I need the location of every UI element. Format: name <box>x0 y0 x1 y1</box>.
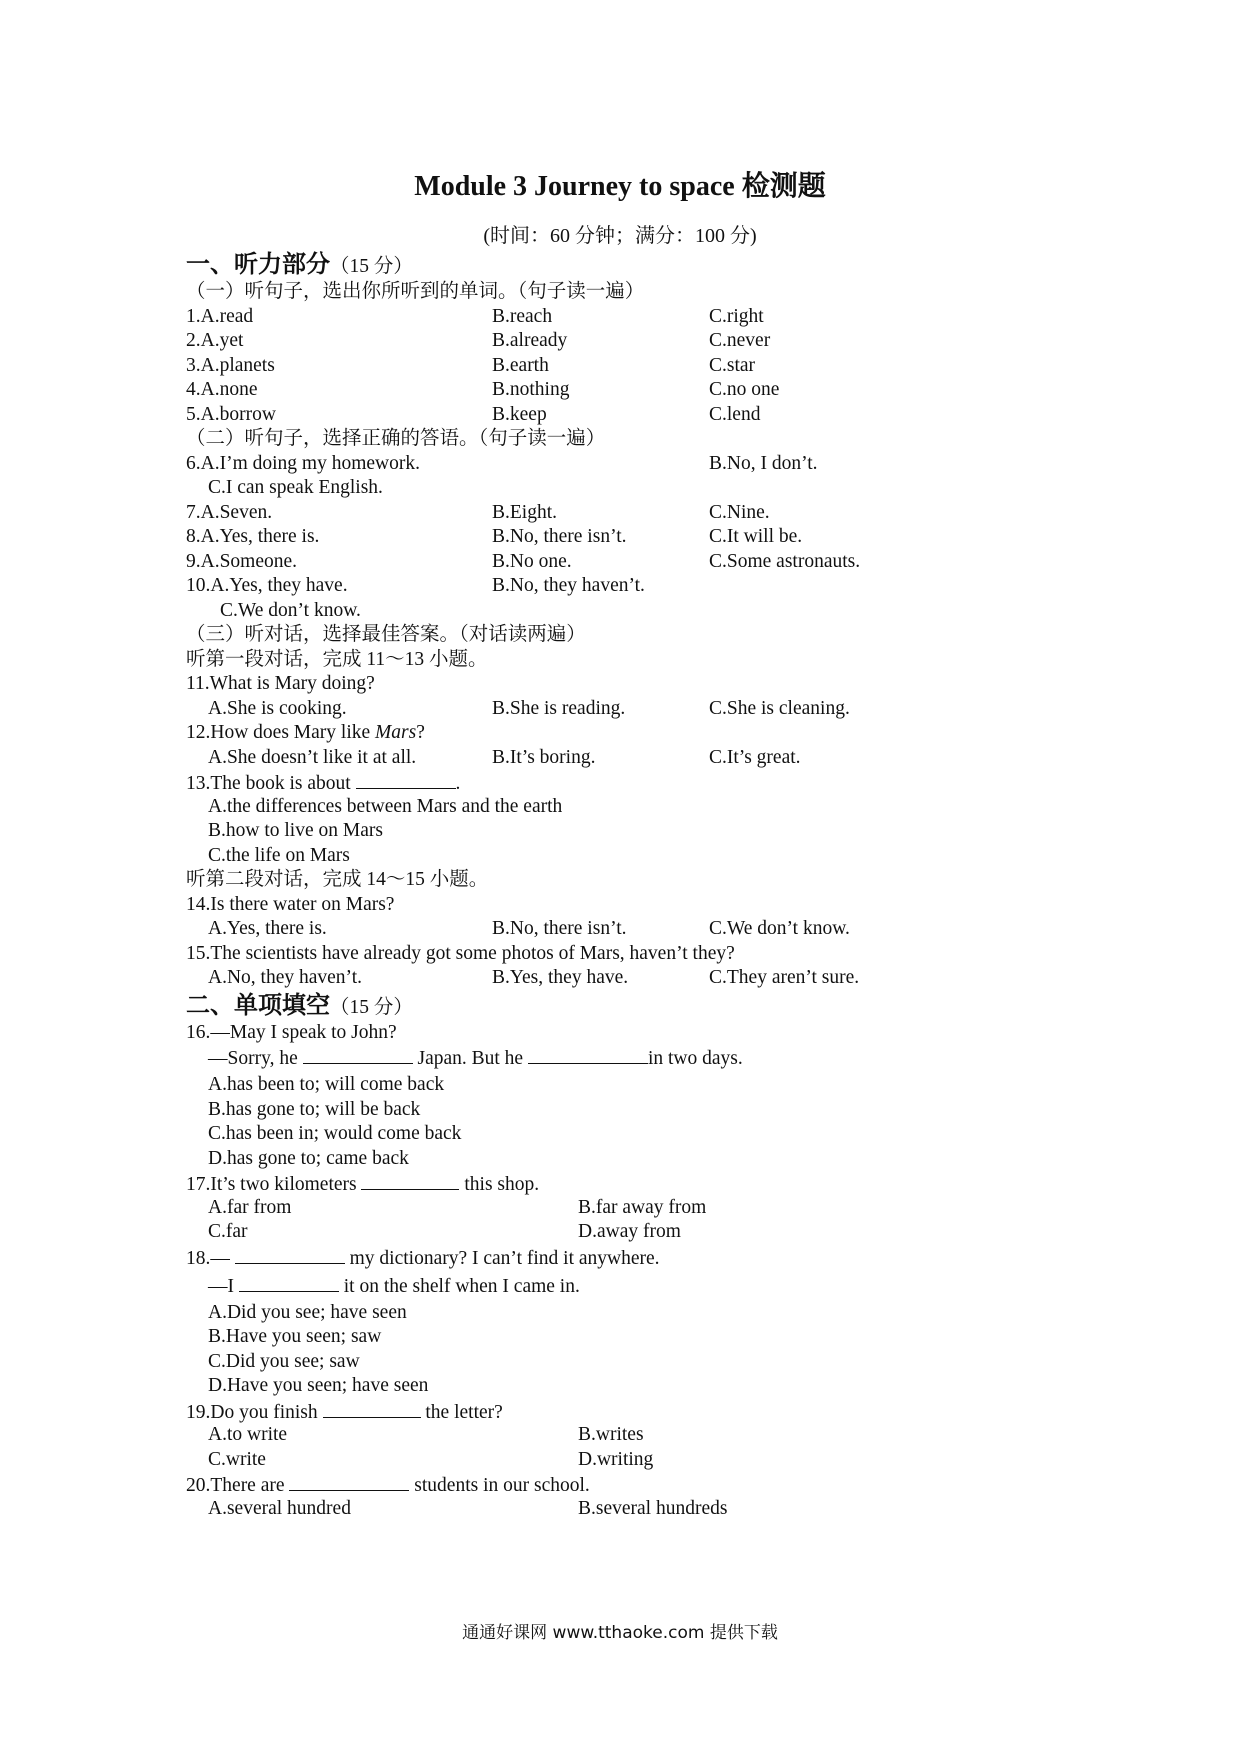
question-stem: 16.—May I speak to John? <box>186 1021 397 1043</box>
question-stem: 18.— my dictionary? I can’t find it anywhere. <box>186 1245 1086 1273</box>
part-instruction: （二）听句子，选择正确的答语。（句子读一遍） <box>186 428 606 449</box>
question-row: B.has gone to; will be back <box>208 1098 421 1120</box>
question-row: 4.A.none B.nothing C.no one <box>186 379 780 400</box>
question-row: C.has been in; would come back <box>208 1123 462 1144</box>
question-row: B.how to live on Mars <box>208 820 383 841</box>
question-row: A.far from B.far away from <box>208 1196 707 1218</box>
question-row: 2.A.yet B.already C.never <box>186 330 771 351</box>
page-subtitle: (时间：60 分钟；满分：100 分) <box>483 225 757 247</box>
page-title: Module 3 Journey to space 检测题 <box>414 171 826 202</box>
question-row: C.the life on Mars <box>208 844 350 866</box>
question-row: C.Did you see; saw <box>208 1350 360 1372</box>
page-footer: 通通好课网 www.tthaoke.com 提供下载 <box>462 1623 778 1643</box>
exam-content <box>186 250 1086 1521</box>
answer-blank <box>356 770 456 789</box>
question-row: 9.A.Someone. B.No one. C.Some astronauts. <box>186 550 861 572</box>
question-stem: 11.What is Mary doing? <box>186 673 375 694</box>
answer-blank <box>235 1245 345 1264</box>
part-instruction: （三）听对话，选择最佳答案。（对话读两遍） <box>186 624 586 645</box>
dialog-instruction: 听第二段对话，完成 14～15 小题。 <box>186 869 489 890</box>
answer-blank <box>303 1045 413 1064</box>
question-row: A.She doesn’t like it at all. B.It’s boring. C.It’s great. <box>208 746 801 768</box>
question-row: A.to write B.writes <box>208 1424 644 1445</box>
question-row: A.She is cooking. B.She is reading. C.She is cleaning. <box>208 697 850 719</box>
question-row: D.Have you seen; have seen <box>208 1375 429 1396</box>
question-row: 1.A.read B.reach C.right <box>186 305 764 327</box>
question-row: C.far D.away from <box>208 1221 681 1242</box>
question-row: D.has gone to; came back <box>208 1147 409 1169</box>
question-row: A.Yes, there is. B.No, there isn’t. C.We don’t know. <box>208 918 850 939</box>
question-row: 6.A.I’m doing my homework. B.No, I don’t. <box>186 452 818 474</box>
question-stem: —Sorry, he Japan. But he in two days. <box>186 1045 1086 1073</box>
question-row: 5.A.borrow B.keep C.lend <box>186 403 761 425</box>
dialog-instruction: 听第一段对话，完成 11～13 小题。 <box>186 648 488 670</box>
answer-blank <box>289 1472 409 1491</box>
part-instruction: （一）听句子，选出你所听到的单词。（句子读一遍） <box>186 281 645 302</box>
question-row: 10.A.Yes, they have. B.No, they haven’t. <box>186 575 645 596</box>
question-row: C.We don’t know. <box>220 599 361 621</box>
question-row: C.I can speak English. <box>208 477 383 498</box>
question-row: 8.A.Yes, there is. B.No, there isn’t. C.It will be. <box>186 526 803 547</box>
answer-blank <box>239 1273 339 1292</box>
question-row: A.has been to; will come back <box>208 1074 445 1095</box>
question-row: B.Have you seen; saw <box>208 1326 382 1347</box>
question-stem: —I it on the shelf when I came in. <box>186 1273 1086 1301</box>
question-row: A.No, they haven’t. B.Yes, they have. C.They aren’t sure. <box>208 967 860 988</box>
question-stem: 17.It’s two kilometers this shop. <box>186 1171 1086 1196</box>
question-stem: 19.Do you finish the letter? <box>186 1399 1086 1424</box>
answer-blank <box>323 1399 421 1418</box>
question-row: 3.A.planets B.earth C.star <box>186 354 756 376</box>
section-heading-listening: 一、听力部分（15 分） <box>186 252 413 278</box>
question-row: A.Did you see; have seen <box>208 1301 407 1323</box>
answer-blank <box>528 1045 648 1064</box>
question-row: C.write D.writing <box>208 1448 654 1470</box>
question-stem: 20.There are students in our school. <box>186 1472 1086 1497</box>
question-row: A.the differences between Mars and the earth <box>208 795 563 817</box>
question-row: 7.A.Seven. B.Eight. C.Nine. <box>186 501 770 523</box>
question-stem: 14.Is there water on Mars? <box>186 893 395 915</box>
question-stem: 12.How does Mary like Mars? <box>186 722 425 743</box>
answer-blank <box>361 1171 459 1190</box>
section-heading-single-choice: 二、单项填空（15 分） <box>186 992 413 1019</box>
question-row: A.several hundred B.several hundreds <box>208 1497 728 1519</box>
question-stem: 15.The scientists have already got some photos of Mars, haven’t they? <box>186 942 735 964</box>
question-stem: 13.The book is about . <box>186 770 1086 795</box>
